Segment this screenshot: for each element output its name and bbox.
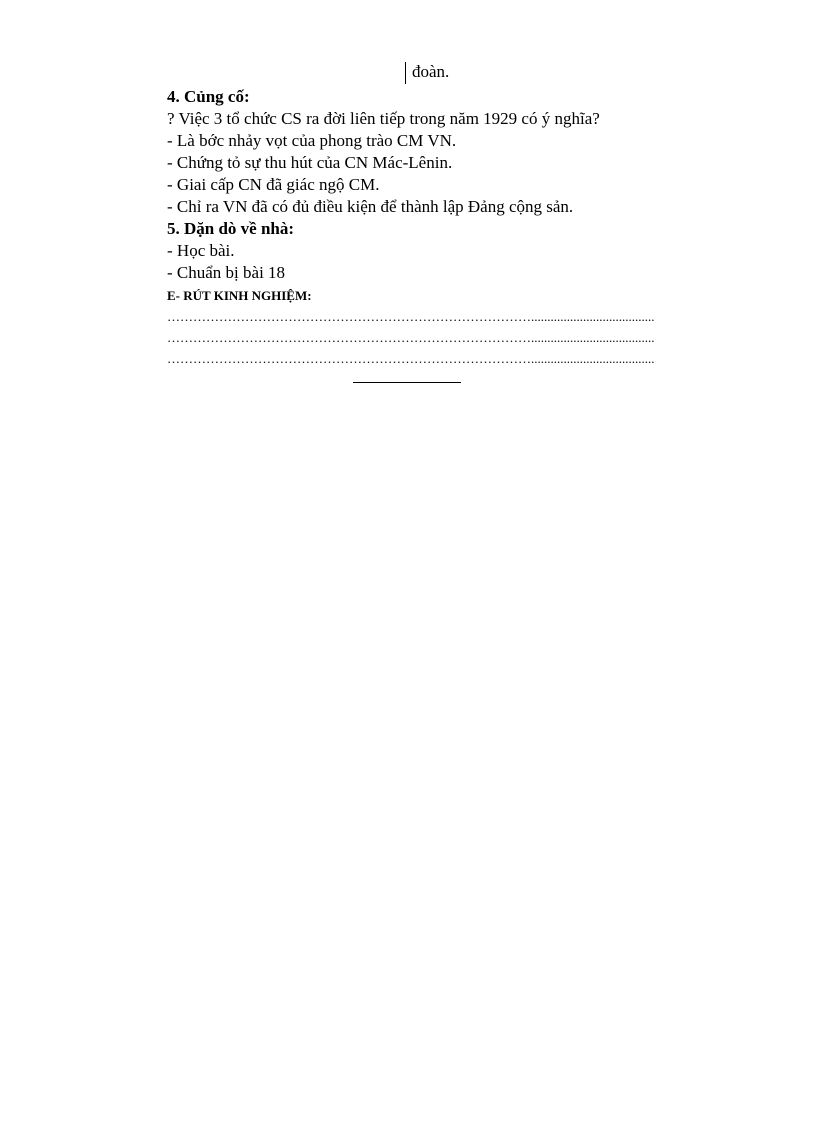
dotted-fill-line: …………………………………………………………………………......................................	[167, 330, 655, 345]
section-5-item: - Chuẩn bị bài 18	[167, 263, 286, 282]
section-e-heading: E- RÚT KINH NGHIỆM:	[167, 288, 312, 303]
dotted-fill-line: …………………………………………………………………………......................................	[167, 351, 655, 366]
section-4-heading: 4. Củng cố:	[167, 87, 250, 106]
section-4-point: - Chỉ ra VN đã có đủ điều kiện để thành lập Đảng cộng sản.	[167, 197, 574, 216]
section-4-question: ? Việc 3 tổ chức CS ra đời liên tiếp trong năm 1929 có ý nghĩa?	[167, 109, 600, 128]
carry-over-text: đoàn.	[405, 62, 449, 84]
section-5-heading: 5. Dặn dò về nhà:	[167, 219, 295, 238]
dotted-fill-line: …………………………………………………………………………......................................	[167, 309, 655, 324]
section-4-point: - Giai cấp CN đã giác ngộ CM.	[167, 175, 380, 194]
section-4-point: - Là bớc nhảy vọt của phong trào CM VN.	[167, 131, 457, 150]
section-5-item: - Học bài.	[167, 241, 235, 260]
section-4-point: - Chứng tỏ sự thu hút của CN Mác-Lênin.	[167, 153, 453, 172]
end-divider	[353, 382, 461, 383]
document-body	[167, 86, 727, 369]
